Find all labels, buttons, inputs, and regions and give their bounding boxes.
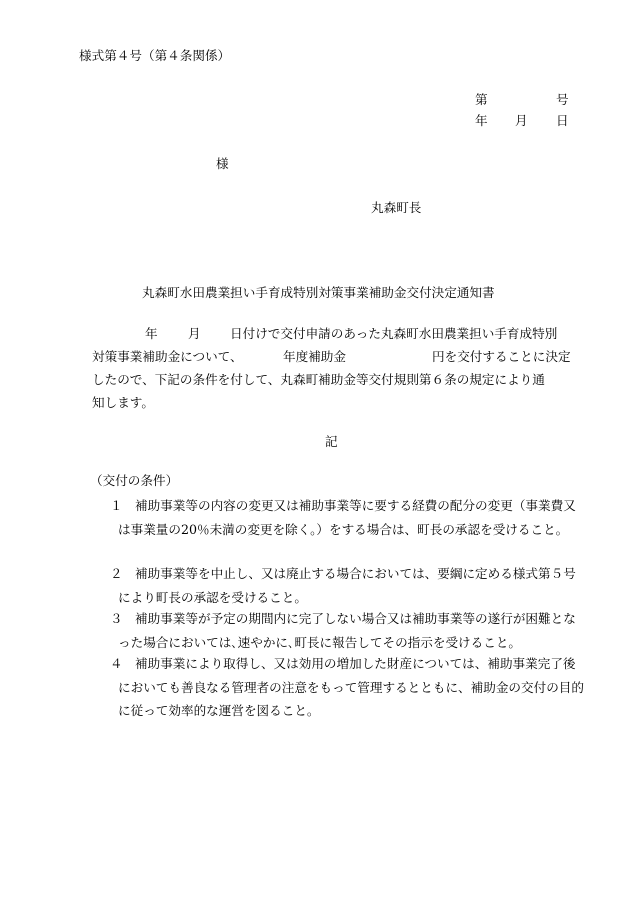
condition-number: ２ — [110, 566, 123, 581]
doc-number-prefix: 第 — [475, 92, 488, 107]
condition-number: ４ — [110, 656, 123, 671]
addressee-honorific: 様 — [216, 156, 229, 171]
body-line-2-start: 対策事業補助金について、 — [92, 349, 243, 364]
condition-item: 補助事業等の内容の変更又は補助事業等に要する経費の配分の変更（事業費又は事業量の20％未満の変更を除く。）をする場合は、町長の承認を受けること。 — [118, 498, 576, 537]
condition-item: 補助事業等が予定の期間内に完了しない場合又は補助事業等の遂行が困難となった場合においては､速やかに､町長に報告してその指示を受けること。 — [118, 611, 576, 650]
body-month-label: 月 — [188, 326, 201, 341]
doc-number-suffix: 号 — [556, 92, 569, 107]
date-year: 年 — [475, 113, 488, 128]
body-line-4: 知します。 — [92, 395, 154, 410]
sender-name: 丸森町長 — [371, 200, 422, 215]
condition-item: 補助事業により取得し、又は効用の増加した財産については、補助事業完了後においても善良なる管理者の注意をもって管理するとともに、補助金の交付の目的に従って効率的な運営を図ること。 — [118, 656, 584, 718]
date-day: 日 — [556, 113, 569, 128]
condition-item: 補助事業等を中止し、又は廃止する場合においては、要綱に定める様式第５号により町長の承認を受けること。 — [118, 566, 576, 605]
body-fiscal-year-label: 年度補助金 — [283, 349, 346, 364]
ki-marker: 記 — [325, 434, 338, 449]
condition-number: １ — [110, 498, 123, 513]
body-line-3: したので、下記の条件を付して、丸森町補助金等交付規則第６条の規定により通 — [92, 372, 545, 387]
body-line-1: 日付けで交付申請のあった丸森町水田農業担い手育成特別 — [230, 326, 558, 341]
document-title: 丸森町水田農業担い手育成特別対策事業補助金交付決定通知書 — [142, 285, 495, 300]
conditions-heading: （交付の条件） — [90, 473, 179, 488]
condition-number: ３ — [110, 611, 123, 626]
body-line-2-rest: 円を交付することに決定 — [432, 349, 571, 364]
form-number: 様式第４号（第４条関係） — [79, 48, 231, 63]
date-month: 月 — [515, 113, 528, 128]
body-year-label: 年 — [145, 326, 158, 341]
